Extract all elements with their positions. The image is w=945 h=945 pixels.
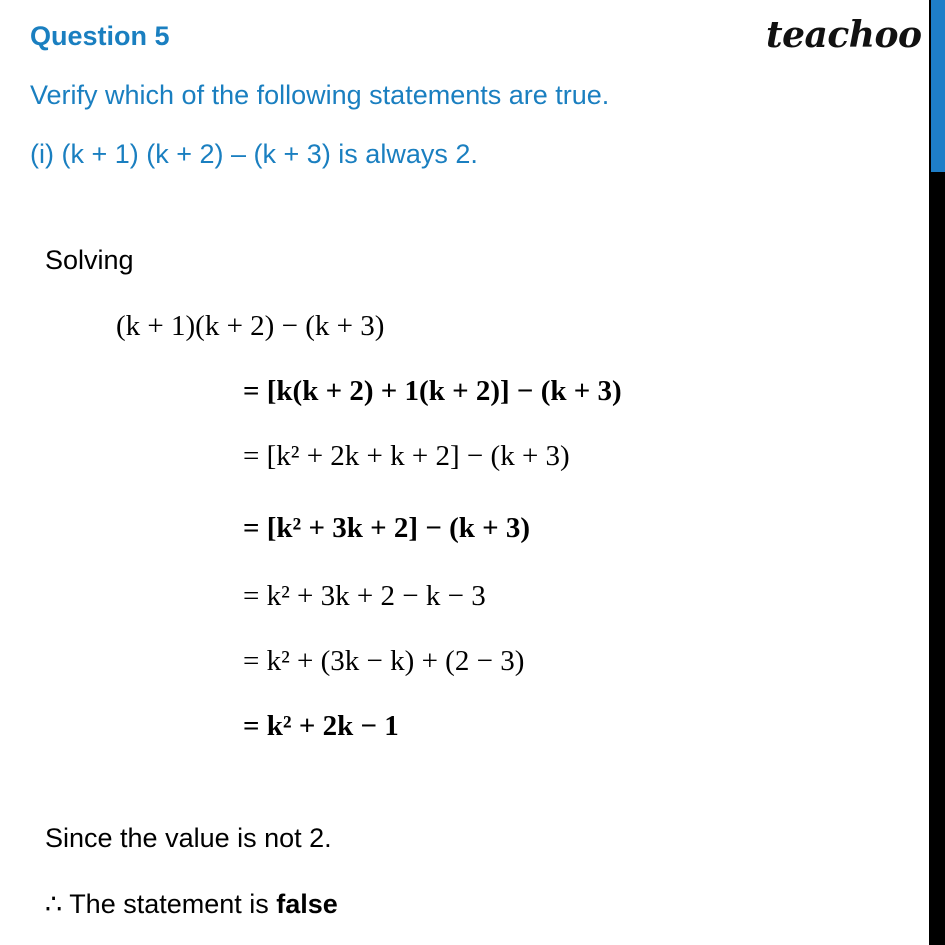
math-step-1: = [k(k + 2) + 1(k + 2)] − (k + 3) [243, 375, 622, 407]
scrollbar-thumb[interactable] [931, 0, 945, 172]
math-step-3: = [k² + 3k + 2] − (k + 3) [243, 512, 531, 544]
question-part-i: (i) (k + 1) (k + 2) – (k + 3) is always 2. [30, 139, 478, 169]
question-prompt: Verify which of the following statements are true. [30, 80, 610, 110]
conclusion-word: false [276, 889, 338, 919]
solving-label: Solving [45, 245, 134, 275]
result-note: Since the value is not 2. [45, 823, 332, 853]
math-step-5: = k² + (3k − k) + (2 − 3) [243, 645, 525, 677]
teachoo-logo: teachoo [766, 14, 922, 56]
conclusion-prefix: ∴ The statement is [45, 889, 277, 919]
math-step-6: = k² + 2k − 1 [243, 710, 399, 742]
question-title: Question 5 [30, 21, 170, 51]
math-step-2: = [k² + 2k + k + 2] − (k + 3) [243, 440, 570, 472]
conclusion [45, 889, 338, 920]
math-expression: (k + 1)(k + 2) − (k + 3) [116, 310, 385, 342]
math-step-4: = k² + 3k + 2 − k − 3 [243, 580, 486, 612]
